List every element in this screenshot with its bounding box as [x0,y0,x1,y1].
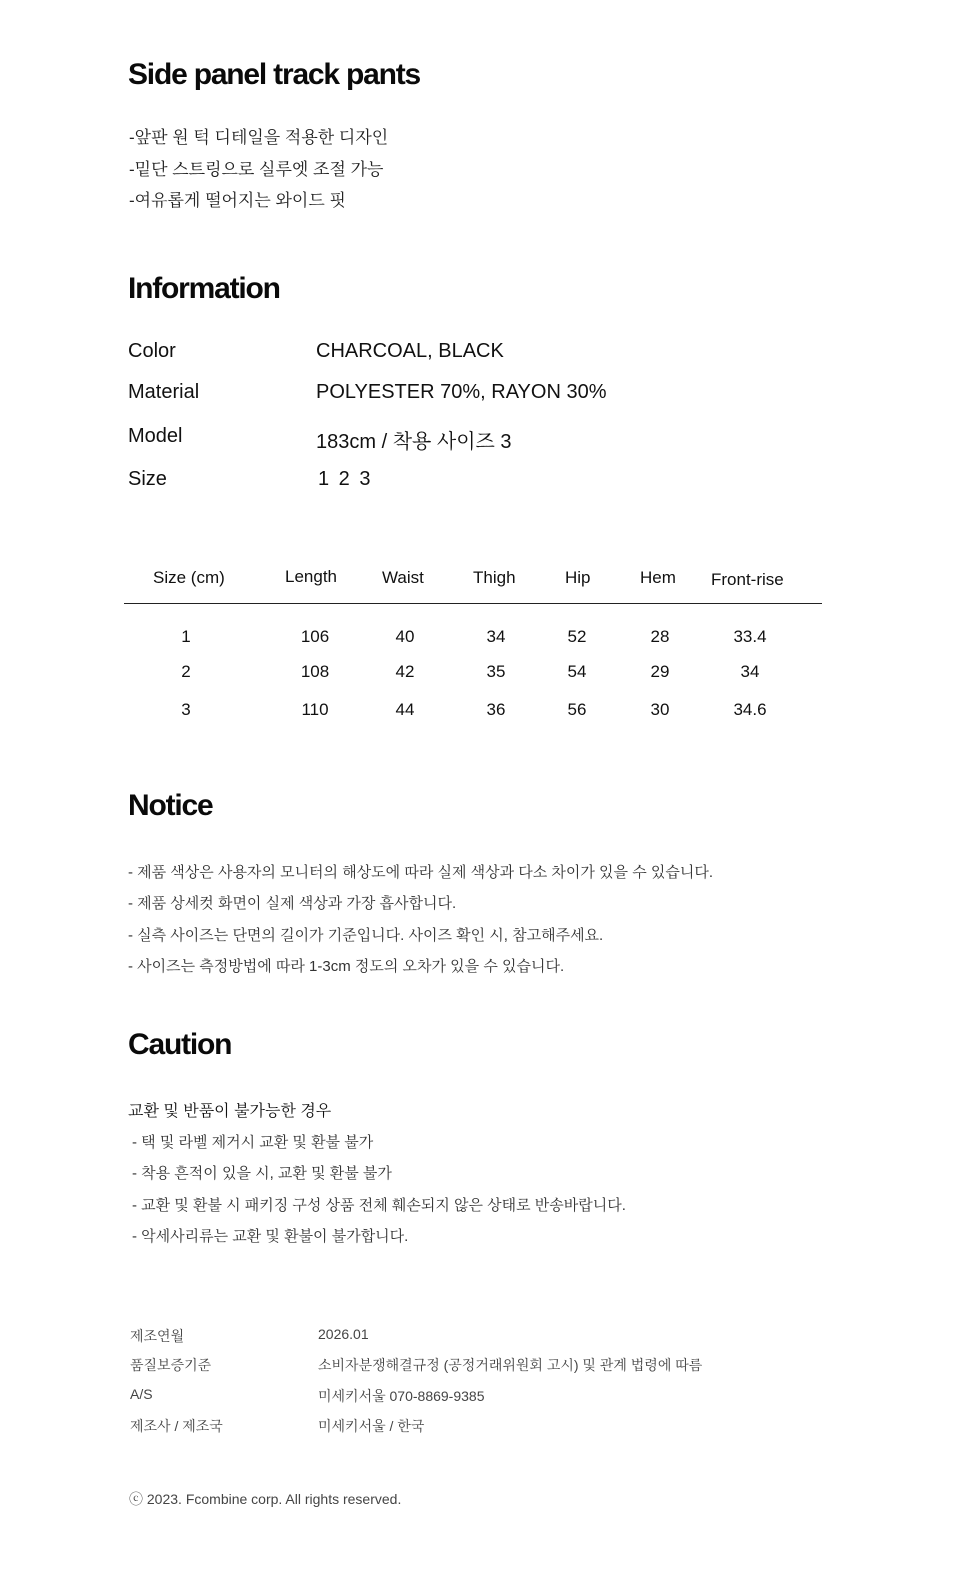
size-table-cell: 42 [395,662,415,681]
information-heading: Information [128,272,280,305]
meta-label: A/S [130,1386,153,1402]
size-table-header: Waist [382,568,424,587]
size-table-cell: 34.6 [733,700,767,719]
caution-subheading: 교환 및 반품이 불가능한 경우 [128,1103,332,1120]
info-label-model: Model [128,425,183,447]
caution-item: - 악세사리류는 교환 및 환불이 불가합니다. [132,1228,409,1245]
info-label-material: Material [128,381,200,403]
size-table-header: Thigh [473,568,516,587]
feature-item: -여유롭게 떨어지는 와이드 핏 [129,191,346,210]
meta-label: 품질보증기준 [130,1357,212,1373]
info-label-color: Color [128,340,176,362]
feature-item: -밑단 스트링으로 실루엣 조절 가능 [129,160,384,179]
caution-item: - 착용 흔적이 있을 시, 교환 및 환불 불가 [132,1165,392,1182]
info-value-size: 1 2 3 [318,468,373,490]
size-table-cell: 56 [567,700,587,719]
notice-item: - 제품 상세컷 화면이 실제 색상과 가장 흡사합니다. [128,895,457,912]
size-table-cell: 33.4 [733,627,767,646]
size-table-cell: 108 [300,662,330,681]
size-table-cell: 54 [567,662,587,681]
meta-value: 2026.01 [318,1326,369,1342]
info-label-size: Size [128,468,167,490]
size-table-cell: 52 [567,627,587,646]
meta-label: 제조연월 [130,1328,185,1344]
size-table-cell: 106 [300,627,330,646]
size-table-cell: 110 [301,700,329,719]
feature-item: -앞판 원 턱 디테일을 적용한 디자인 [129,128,389,147]
size-table-cell: 3 [181,700,191,719]
size-table-divider [124,603,822,604]
size-table-cell: 29 [650,662,670,681]
notice-item: - 제품 색상은 사용자의 모니터의 해상도에 따라 실제 색상과 다소 차이가 있을 수 있습니다. [128,864,713,881]
caution-item: - 택 및 라벨 제거시 교환 및 환불 불가 [132,1134,374,1151]
size-table-header: Hip [565,568,591,587]
size-table-cell: 44 [395,700,415,719]
meta-value: 소비자분쟁해결규정 (공정거래위원회 고시) 및 관계 법령에 따름 [318,1357,703,1373]
size-table-cell: 40 [395,627,415,646]
product-title: Side panel track pants [128,58,421,91]
size-table-cell: 28 [650,627,670,646]
meta-value: 미세키서울 070-8869-9385 [318,1388,485,1404]
info-value-material: POLYESTER 70%, RAYON 30% [316,381,607,403]
info-value-model: 183cm / 착용 사이즈 3 [316,431,512,453]
size-table-cell: 2 [181,662,191,681]
size-table-cell: 34 [486,627,506,646]
meta-label: 제조사 / 제조국 [130,1418,223,1434]
size-table-header: Size (cm) [153,568,225,587]
notice-heading: Notice [128,789,213,822]
size-table-cell: 1 [181,627,191,646]
meta-value: 미세키서울 / 한국 [318,1418,425,1434]
notice-item: - 사이즈는 측정방법에 따라 1-3cm 정도의 오차가 있을 수 있습니다. [128,958,565,975]
size-table-header: Hem [640,568,676,587]
caution-heading: Caution [128,1028,232,1061]
size-table-header: Front-rise [711,570,784,589]
size-table-cell: 30 [650,700,670,719]
caution-item: - 교환 및 환불 시 패키징 구성 상품 전체 훼손되지 않은 상태로 반송바랍니다. [132,1197,626,1214]
size-table-cell: 34 [740,662,760,681]
notice-item: - 실측 사이즈는 단면의 길이가 기준입니다. 사이즈 확인 시, 참고해주세요. [128,927,604,944]
size-table-cell: 36 [486,700,506,719]
size-table-header: Length [285,567,337,586]
copyright-text: ⓒ 2023. Fcombine corp. All rights reserved. [129,1491,402,1507]
info-value-color: CHARCOAL, BLACK [316,340,504,362]
size-table-cell: 35 [486,662,506,681]
